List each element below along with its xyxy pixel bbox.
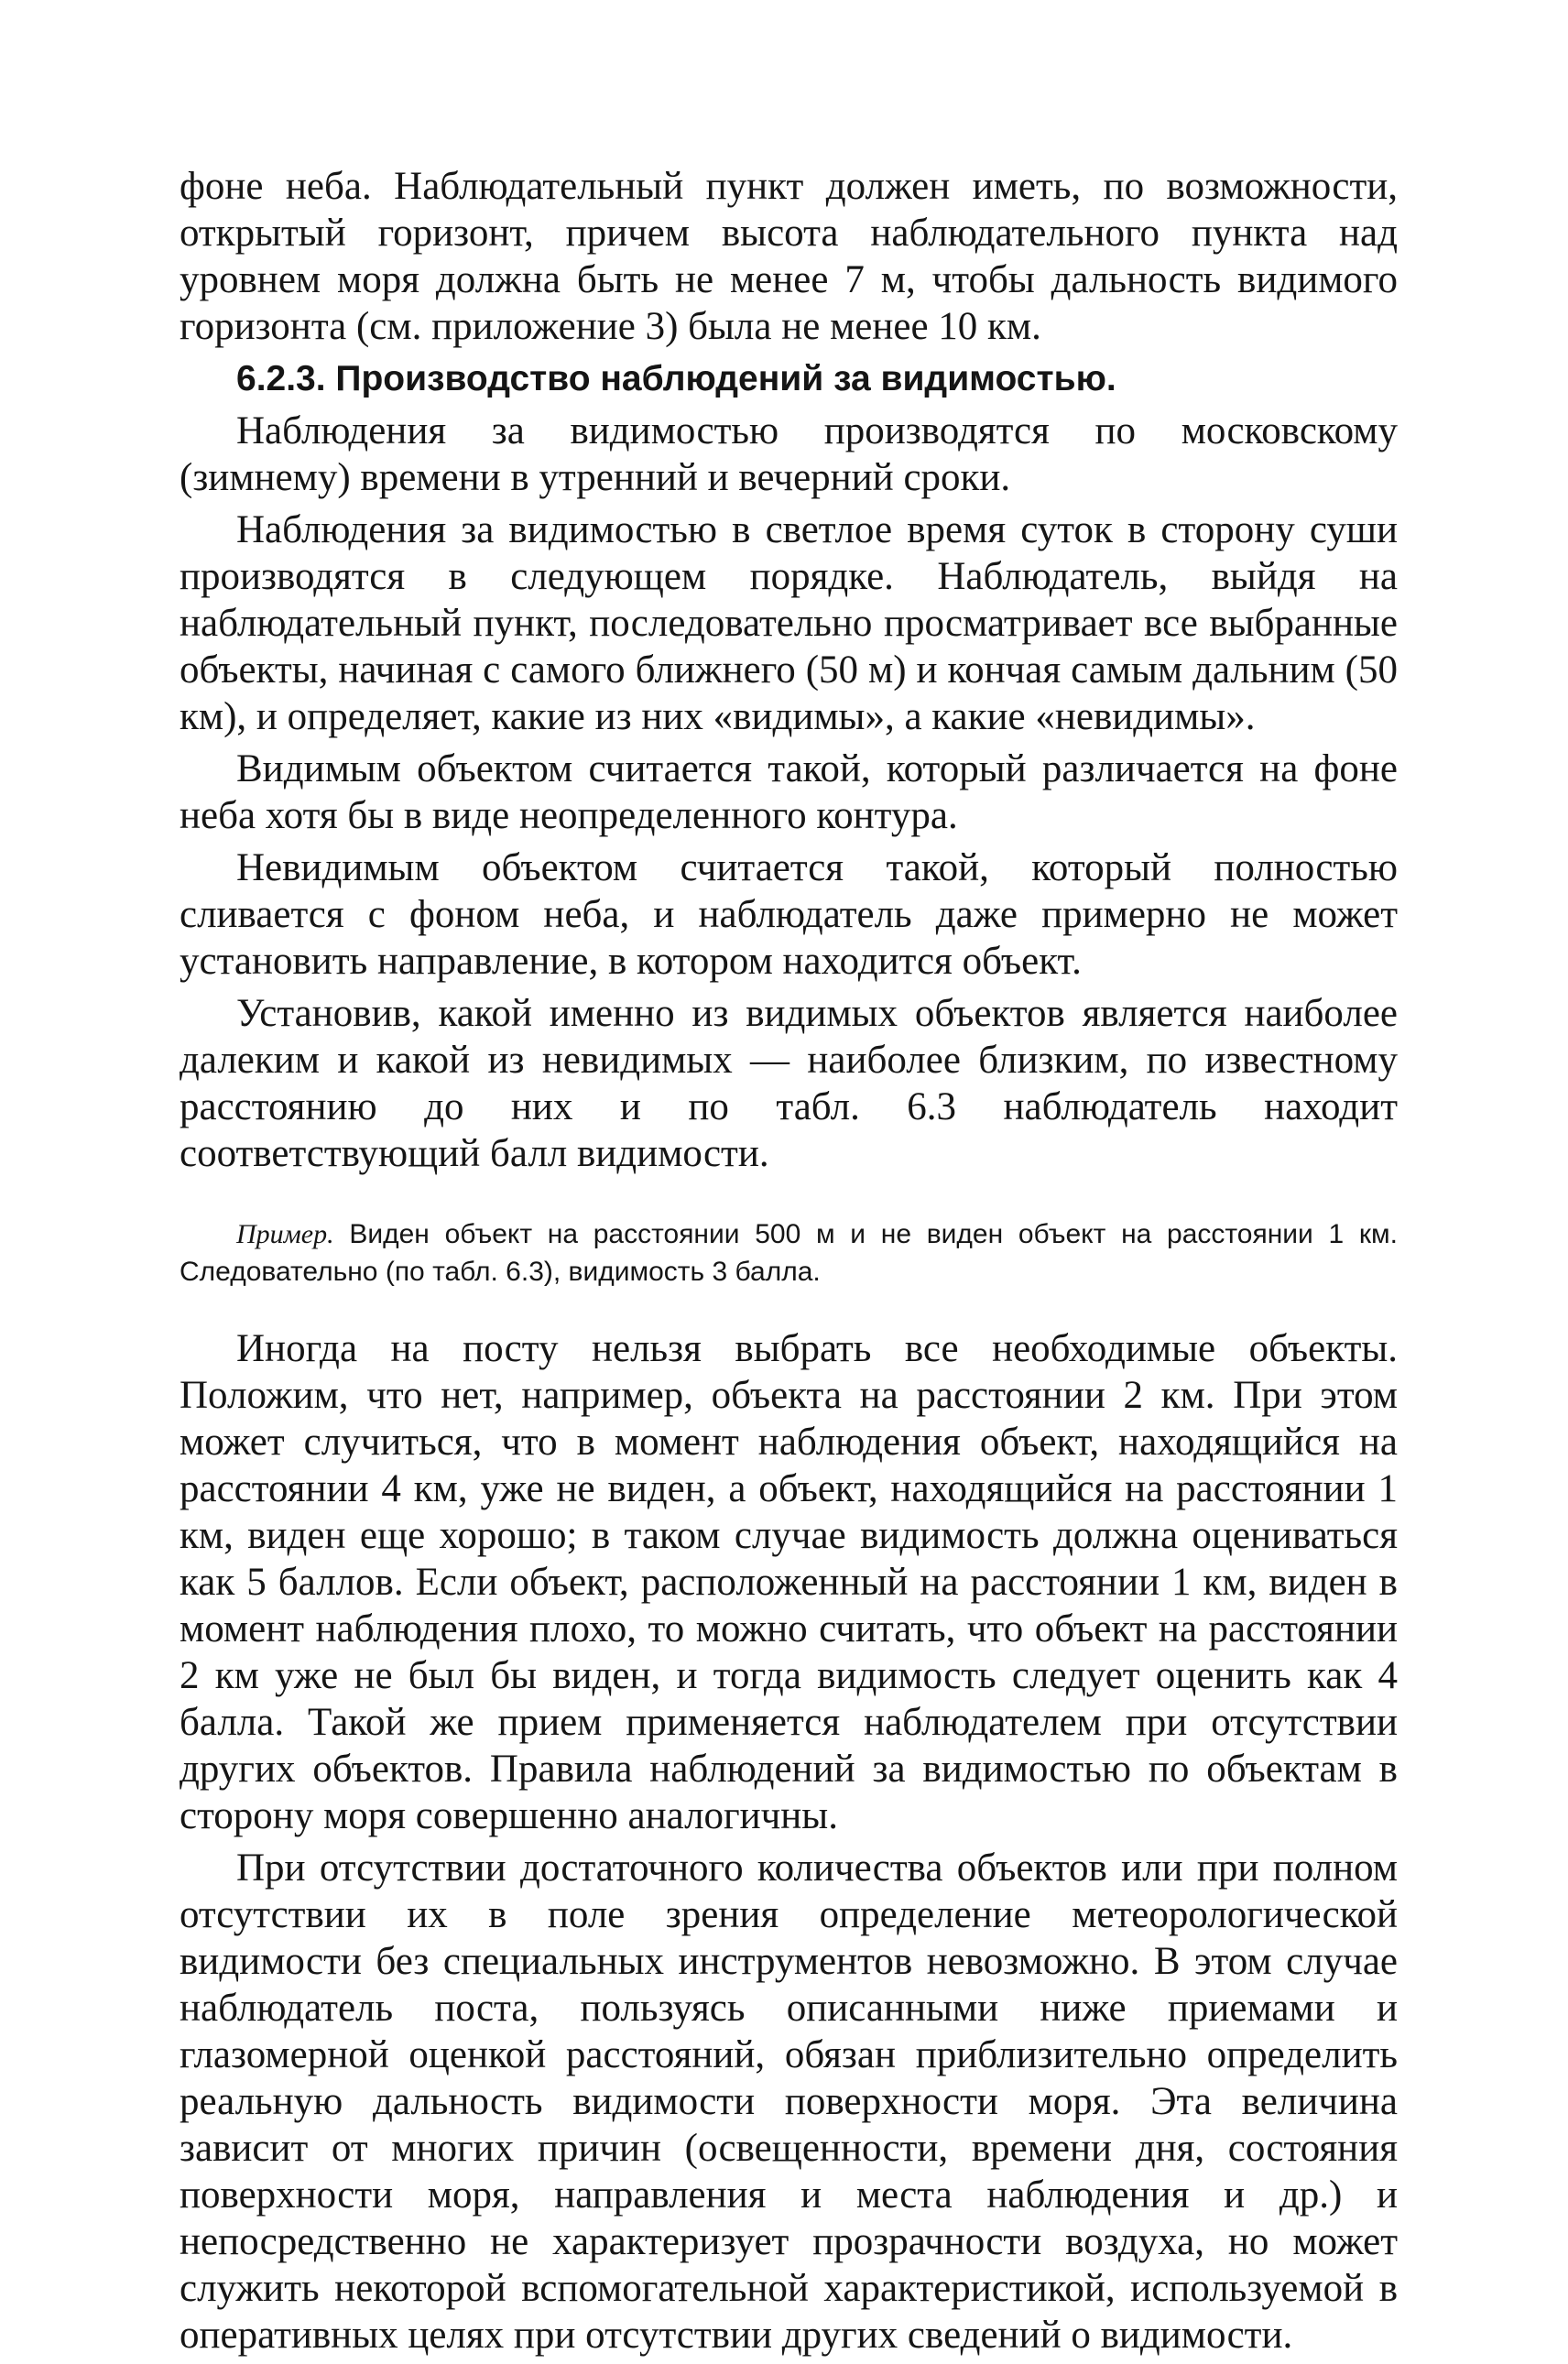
paragraph-visibility-score: Установив, какой именно из видимых объектов является наиболее далеким и какой из невидимых — наиболее близким, по известному расстоянию до них и по табл. 6.3 наблюдатель находит соответствующий балл видимости. bbox=[180, 992, 1398, 1175]
example-text: Виден объект на расстоянии 500 м и не виден объект на расстоянии 1 км. Следовательно (по табл. 6.3), видимость 3 балла. bbox=[180, 1219, 1398, 1287]
paragraph-invisible-object: Невидимым объектом считается такой, который полностью сливается с фоном неба, и наблюдатель даже примерно не может установить направление, в котором находится объект. bbox=[180, 846, 1398, 983]
paragraph-observation-order: Наблюдения за видимостью в светлое время суток в сторону суши производятся в следующем порядке. Наблюдатель, выйдя на наблюдательный пункт, последовательно просматривает все выбранные объекты, начиная с самого ближнего (50 м) и кончая самым дальним (50 км), и определяет, какие из них «видимы», а какие «невидимы». bbox=[180, 508, 1398, 738]
example-label: Пример. bbox=[236, 1219, 334, 1249]
document-page bbox=[180, 163, 1398, 2364]
example-note bbox=[180, 1215, 1398, 1291]
section-heading: 6.2.3. Производство наблюдений за видимостью. bbox=[236, 359, 1116, 398]
paragraph-visible-object: Видимым объектом считается такой, который различается на фоне неба хотя бы в виде неопределенного контура. bbox=[180, 747, 1398, 837]
paragraph-no-objects: При отсутствии достаточного количества объектов или при полном отсутствии их в поле зрения определение метеорологической видимости без специальных инструментов невозможно. В этом случае наблюдатель поста, пользуясь описанными ниже приемами и глазомерной оценкой расстояний, обязан приблизительно определить реальную дальность видимости поверхности моря. Эта величина зависит от многих причин (освещенности, времени дня, состояния поверхности моря, направления и места наблюдения и др.) и непосредственно не характеризует прозрачности воздуха, но может служить некоторой вспомогательной характеристикой, используемой в оперативных целях при отсутствии других сведений о видимости. bbox=[180, 1847, 1398, 2357]
paragraph-horizon: фоне неба. Наблюдательный пункт должен иметь, по возможности, открытый горизонт, причем высота наблюдательного пункта над уровнем моря должна быть не менее 7 м, чтобы дальность видимого горизонта (см. приложение 3) была не менее 10 км. bbox=[180, 165, 1398, 348]
paragraph-observation-time: Наблюдения за видимостью производятся по московскому (зимнему) времени в утренний и вечерний сроки. bbox=[180, 409, 1398, 499]
paragraph-missing-objects: Иногда на посту нельзя выбрать все необходимые объекты. Положим, что нет, например, объекта на расстоянии 2 км. При этом может случиться, что в момент наблюдения объект, находящийся на расстоянии 4 км, уже не виден, а объект, находящийся на расстоянии 1 км, виден еще хорошо; в таком случае видимость должна оцениваться как 5 баллов. Если объект, расположенный на расстоянии 1 км, виден в момент наблюдения плохо, то можно считать, что объект на расстоянии 2 км уже не был бы виден, и тогда видимость следует оценить как 4 балла. Такой же прием применяется наблюдателем при отсутствии других объектов. Правила наблюдений за видимостью по объектам в сторону моря совершенно аналогичны. bbox=[180, 1327, 1398, 1837]
